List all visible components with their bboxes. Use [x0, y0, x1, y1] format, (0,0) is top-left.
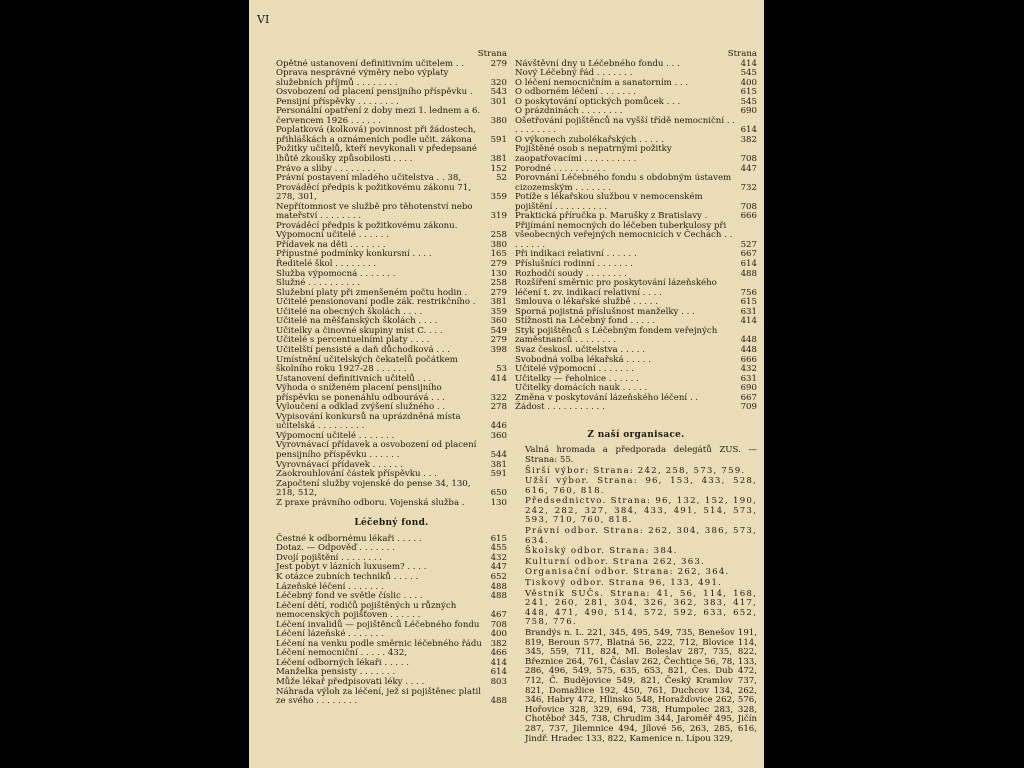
organisation-paragraph: Věstník SUČs. Strana: 41, 56, 114, 168, 241, 260, 281, 304, 326, 362, 383, 417, 448, 471, 490, 514, 572, 592, 633, 652, 758, 776.	[525, 588, 757, 628]
index-entry	[515, 222, 757, 251]
index-entry-page: 279	[490, 58, 507, 69]
index-entry-page: 432	[490, 552, 507, 563]
index-entry-text: Léčení lázeňské . . . . . . .	[276, 629, 384, 640]
index-entry-text: Nepřítomnost ve službě pro těhotenství nebo mateřství . . . . . . . .	[276, 201, 473, 222]
index-entry-text: O odborném léčení . . . . . . .	[515, 87, 636, 98]
index-entry-page: 278	[490, 402, 507, 413]
index-entry-text: Dotaz. — Odpověď . . . . . . .	[276, 543, 395, 554]
index-entry-page: 360	[490, 316, 507, 327]
index-entry-text: Zaokrouhlování částek příspěvku . . .	[276, 469, 437, 480]
index-entry	[276, 184, 507, 203]
index-entry-text: Učitelé pensionovaní podle zák. restrikčního .	[276, 297, 476, 308]
index-entry-text: Příslušníci rodinní . . . . . . .	[515, 259, 633, 270]
index-entry-page: 708	[490, 619, 507, 630]
organisation-paragraph: Organisační odbor. Strana: 262, 364.	[525, 567, 730, 578]
index-entry-page: 614	[740, 259, 757, 270]
index-entry-text: Vyrovnávací přídavek a osvobození od placení pensijního příspěvku . . . . . .	[276, 440, 477, 460]
index-entry-page: 322	[490, 392, 507, 403]
index-entry-text: Výhoda o sníženém placení pensijního příspěvku se ponenáhlu odbourává . . .	[276, 383, 445, 403]
index-entry-text: Může lékař předpisovati léky . . . .	[276, 677, 425, 687]
index-entry-page: 279	[490, 259, 507, 270]
index-entry-text: Potíže s lékařskou službou v nemocenském pojištění . . . . . . . . . .	[515, 192, 703, 212]
index-entry-text: Praktická příručka p. Marušky z Bratislavy .	[515, 211, 708, 222]
index-entry-page: 400	[740, 77, 757, 88]
index-entry-page: 448	[740, 344, 757, 355]
index-entry-page: 258	[490, 278, 507, 289]
index-entry-page: 380	[490, 239, 507, 250]
index-entry-page: 690	[740, 106, 757, 117]
index-entry-page: 414	[740, 58, 757, 69]
index-entry-text: Přídavek na děti . . . . . . .	[276, 239, 386, 250]
organisation-paragraph: Užší výbor. Strana: 96, 153, 433, 528, 616, 760, 818.	[525, 476, 757, 496]
index-entry-text: Učitelé na obecných školách . . . .	[276, 306, 423, 317]
index-entry-page: 488	[490, 591, 507, 602]
index-entry	[515, 327, 757, 346]
organisation-paragraph: Předsednictvo. Strana: 96, 132, 152, 190, 242, 282, 327, 384, 433, 491, 514, 573, 593, 710, 760, 818.	[525, 496, 757, 526]
index-entry-text: Učitelští pensisté a daň důchodková . . .	[276, 344, 450, 355]
right-entries	[515, 60, 757, 413]
index-entry-text: Služné . . . . . . . . . .	[276, 278, 360, 289]
index-entry	[276, 688, 507, 707]
index-entry-text: K otázce zubních techniků . . . . .	[276, 571, 419, 582]
index-entry-text: Dvojí pojištění . . . . . . . .	[276, 552, 383, 563]
index-entry-text: Léčení odborných lékaři . . . . .	[276, 657, 409, 668]
index-entry-page: 631	[740, 373, 757, 384]
index-entry-text: Přijímání nemocných do léčeben tuberkulosy při všeobecných veřejných nemocnicích v Čechách . . . . . . . .	[515, 220, 733, 250]
index-entry-text: Poplatková (kolková) povinnost při žádostech, přihláškách a oznámeních podle učit. zákona	[276, 125, 477, 145]
left-strana-header: Strana	[477, 49, 507, 59]
index-entry-page: 414	[490, 657, 507, 668]
index-entry-page: 432	[740, 364, 757, 375]
index-entry-page: 52	[496, 173, 507, 184]
index-entry-page: 152	[490, 163, 507, 174]
index-entry-text: Prováděcí předpis k požitkovému zákonu 71, 278, 301,	[276, 182, 472, 203]
index-entry-text: Stížnosti na Léčebný fond . . . . .	[515, 316, 656, 327]
index-entry-page: 446	[490, 421, 507, 432]
index-entry-page: 359	[490, 192, 507, 203]
index-entry-page: 615	[490, 533, 507, 544]
right-column	[515, 50, 757, 745]
index-entry-text: Rozšíření směrnic pro poskytování lázeňského léčení t. zv. indikací relativní . . . .	[515, 278, 717, 298]
index-entry-text: Služební platy při zmenšeném počtu hodin .	[276, 287, 468, 298]
index-entry-text: Změna v poskytování lázeňského léčení . .	[515, 392, 699, 403]
index-entry-page: 319	[490, 211, 507, 222]
index-entry-text: Svobodná volba lékařská . . . . .	[515, 354, 651, 365]
index-entry	[515, 117, 757, 136]
index-entry-page: 414	[740, 316, 757, 327]
index-entry-page: 359	[490, 306, 507, 317]
index-entry-page: 527	[740, 239, 757, 250]
index-entry-page: 381	[490, 154, 507, 165]
organisation-paragraph: Valná hromada a předporada delegátů ZUS. — Strana: 55.	[525, 445, 757, 465]
index-entry-text: Učitelky domácích nauk . . . . .	[515, 383, 648, 394]
index-entry-page: 447	[490, 562, 507, 573]
index-entry-page: 708	[740, 154, 757, 165]
document-page	[249, 0, 764, 768]
index-entry-text: Započtení služby vojenské do pense 34, 130, 218, 512,	[276, 478, 471, 499]
index-entry-text: Ředitelé škol . . . . . . . .	[276, 259, 377, 270]
index-entry-text: O výkonech zubolékařských . . . . .	[515, 134, 664, 145]
index-entry-text: Umístnění učitelských čekatelů počátkem školního roku 1927-28 . . . . . .	[276, 354, 458, 375]
index-entry-page: 631	[740, 306, 757, 317]
index-entry-page: 615	[740, 297, 757, 308]
index-entry-text: O poskytování optických pomůcek . . .	[515, 96, 681, 107]
index-entry-text: Učitelky — řeholnice . . . . . .	[515, 373, 639, 384]
left-entries	[276, 60, 507, 509]
index-entry-text: Právo a sliby . . . . . . . .	[276, 163, 376, 174]
index-entry	[276, 145, 507, 164]
index-entry	[276, 69, 507, 88]
section-title-lecebny-fond: Léčebný fond.	[354, 518, 429, 529]
index-entry-page: 360	[490, 430, 507, 441]
index-entry	[515, 174, 757, 193]
index-entry-page: 803	[490, 677, 507, 687]
index-entry-text: Výpomocní učitelé . . . . . . .	[276, 430, 395, 441]
left-column	[276, 50, 507, 707]
index-entry-page: 666	[740, 354, 757, 365]
index-entry-text: Náhrada výloh za léčení, jež si pojištěnec platil ze svého . . . . . . . .	[276, 686, 481, 707]
index-entry-text: O léčení nemocničním a sanatorním . . .	[515, 77, 689, 88]
index-entry-text: Porodné . . . . . . . . . .	[515, 163, 606, 174]
organisation-paragraph: Právní odbor. Strana: 262, 304, 386, 573, 634.	[525, 526, 757, 546]
index-entry-text: Učitelé výpomocní . . . . . . .	[515, 364, 634, 375]
index-entry-text: Personální opatření z doby mezi 1. lednem a 6. červencem 1926 . . . . . .	[276, 106, 481, 126]
index-entry-page: 667	[740, 392, 757, 403]
index-entry	[276, 602, 507, 621]
index-entry-text: Sporná pojistná příslušnost manželky . . .	[515, 306, 695, 317]
index-entry-text: Služba výpomocná . . . . . . .	[276, 268, 396, 279]
index-entry-page: 301	[490, 96, 507, 107]
left-entries-lecebny-fond	[276, 535, 507, 707]
index-entry-page: 130	[490, 268, 507, 279]
index-entry-page: 614	[740, 125, 757, 136]
index-entry-page: 549	[490, 325, 507, 336]
index-entry-page: 381	[490, 459, 507, 470]
index-entry-page: 545	[740, 68, 757, 79]
index-entry-page: 591	[490, 134, 507, 145]
index-entry-text: Učitelé s percentuelními platy . . . .	[276, 335, 430, 346]
index-entry	[276, 413, 507, 432]
index-entry-text: Lázeňské léčení . . . . . . .	[276, 581, 384, 592]
index-entry-text: Při indikaci relativní . . . . . .	[515, 249, 637, 260]
index-entry-page: 488	[490, 696, 507, 707]
index-entry-text: Vypisování konkursů na uprázdněná místa učitelská . . . . . . . . .	[276, 411, 461, 432]
index-entry	[276, 499, 507, 509]
index-entry-page: 544	[490, 449, 507, 460]
index-entry-text: Porovnání Léčebného fondu s obdobným ústavem cizozemským . . . . . . .	[515, 173, 732, 193]
index-entry	[276, 126, 507, 145]
page-number: VI	[257, 13, 270, 26]
index-entry-page: 690	[740, 383, 757, 394]
index-entry-page: 709	[740, 402, 757, 413]
index-entry-text: Manželka pensisty . . . . . . .	[276, 667, 396, 678]
index-entry-page: 130	[490, 497, 507, 508]
index-entry-page: 382	[490, 638, 507, 649]
index-entry-page: 545	[740, 96, 757, 107]
index-entry-page: 448	[740, 335, 757, 346]
index-entry-text: Svaz českosl. učitelstva . . . . .	[515, 344, 645, 355]
index-entry	[276, 384, 507, 403]
index-entry-page: 543	[490, 87, 507, 98]
index-entry-text: Vyloučení a odklad zvýšení služného . .	[276, 402, 446, 413]
index-entry	[276, 480, 507, 499]
index-entry	[515, 193, 757, 212]
index-entry-page: 667	[740, 249, 757, 260]
index-entry-text: Přípustné podmínky konkursní . . . .	[276, 249, 432, 260]
index-entry-page: 279	[490, 335, 507, 346]
index-entry-page: 455	[490, 543, 507, 554]
organisation-paragraph: Kulturní odbor. Strana 262, 363.	[525, 556, 705, 567]
index-entry	[515, 279, 757, 298]
index-entry	[276, 441, 507, 460]
index-entry	[276, 222, 507, 241]
index-entry-text: Pensijní příspěvky . . . . . . . .	[276, 96, 399, 107]
index-entry-text: Ošetřování pojištěnců na vyšší třídě nemocniční . . . . . . . . . .	[515, 115, 736, 136]
index-entry-text: Prováděcí předpis k požitkovému zákonu. Výpomocní učitelé . . . . . .	[276, 220, 458, 241]
index-entry-text: Jest pobyt v lázních luxusem? . . . .	[276, 562, 427, 573]
index-entry	[276, 356, 507, 375]
index-entry-page: 380	[490, 115, 507, 126]
index-entry-page: 398	[490, 344, 507, 355]
index-entry-page: 488	[740, 268, 757, 279]
index-entry-page: 447	[740, 163, 757, 174]
section-title-z-nasi-organisace: Z naší organisace.	[587, 429, 685, 440]
index-entry-text: Vyrovnávací přídavek . . . . . .	[276, 459, 403, 470]
index-entry-page: 414	[490, 373, 507, 384]
index-entry-text: Smlouva o lékařské službě . . . . .	[515, 297, 658, 308]
index-entry-text: Opětné ustanovení definitivním učitelem . .	[276, 58, 464, 69]
index-entry-text: Rozhodčí soudy . . . . . . . .	[515, 268, 627, 279]
index-entry-page: 400	[490, 629, 507, 640]
index-entry-text: Léčení dětí, rodičů pojištěných u různých nemocenských pojišťoven . . . . . .	[276, 600, 457, 621]
index-entry-page: 650	[490, 488, 507, 499]
index-entry-page: 382	[740, 134, 757, 145]
index-entry-page: 279	[490, 287, 507, 298]
index-entry-page: 708	[740, 201, 757, 212]
index-entry	[276, 203, 507, 222]
index-entry	[515, 403, 757, 413]
index-entry-text: Učitelky a činovné skupiny míst C. . . .	[276, 325, 443, 336]
index-entry-page: 591	[490, 469, 507, 480]
index-entry-page: 614	[490, 667, 507, 678]
index-entry-page: 652	[490, 571, 507, 582]
index-entry-text: Oprava nesprávné výměry nebo výplaty služebních příjmů . . . . . . . .	[276, 68, 449, 88]
index-entry-text: Léčení invalidů — pojištěnců Léčebného fondu	[276, 619, 480, 630]
organisation-paragraph: Tiskový odbor. Strana 96, 133, 491.	[525, 578, 723, 589]
organisation-paragraph: Širší výbor: Strana: 242, 258, 573, 759.	[525, 465, 746, 476]
index-entry-text: Léčení na venku podle směrnic léčebného řádu	[276, 638, 482, 649]
index-entry	[515, 145, 757, 164]
index-entry-text: Léčebný fond ve světle číslic . . . .	[276, 591, 423, 602]
index-entry-text: O prázdninách . . . . . . . .	[515, 106, 623, 117]
index-entry-text: Návštěvní dny u Léčebného fondu . . .	[515, 58, 680, 69]
index-entry-page: 258	[490, 230, 507, 241]
right-strana-header: Strana	[727, 49, 757, 59]
index-entry-page: 320	[490, 77, 507, 88]
index-entry-text: Léčení nemocniční . . . . . 432,	[276, 648, 408, 659]
index-entry-text: Pojištěné osob s nepatrnými požitky zaopatřovacími . . . . . . . . . .	[515, 144, 672, 165]
index-entry-page: 615	[740, 87, 757, 98]
index-entry-text: Žádost . . . . . . . . . . .	[515, 402, 605, 413]
index-entry-page: 165	[490, 249, 507, 260]
index-entry-page: 466	[490, 648, 507, 659]
organisation-index	[515, 446, 757, 744]
organisation-paragraph: Školský odbor. Strana: 384.	[525, 546, 678, 557]
index-entry-text: Ustanovení definitivních učitelů . . .	[276, 373, 432, 384]
index-entry-text: Styk pojištěnců s Léčebným fondem veřejných zaměstnanců . . . . . . . .	[515, 325, 718, 346]
index-entry-text: Osvobození od placení pensijního příspěvku .	[276, 87, 473, 98]
index-entry-text: Požitky učitelů, kteří nevykonali v předepsané lhůtě zkoušky způsobilosti . . . .	[276, 144, 477, 165]
index-entry-page: 488	[490, 581, 507, 592]
index-entry-text: Nový Léčebný řád . . . . . . .	[515, 68, 633, 79]
index-entry-page: 381	[490, 297, 507, 308]
index-entry-text: Učitelé na měšťanských školách . . . .	[276, 316, 438, 327]
index-entry-page: 53	[496, 364, 507, 375]
index-entry-page: 467	[490, 610, 507, 621]
organisation-paragraph: Brandýs n. L. 221, 345, 495, 549, 735, Benešov 191, 819, Beroun 577, Blatná 56, 222, 712, Blovice 114, 345, 559, 711, 824, Ml. Boleslav 287, 735, 822, Březnice 264, 761, Čáslav 262, Čechtice 56, 78, 133, 286, 496, 549, 575, 635, 653, 821, Čes. Dub 472, 712, Č. Budějovice 549, 821, Český Kramlov 737, 821, Domažlice 192, 450, 761, Duchcov 134, 262, 346, Habry 472, Hlinsko 548, Horažďovice 262, 576, Hořovice 328, 329, 694, 738, Humpolec 283, 328, Chotěboř 345, 738, Chrudim 344, Jaroměř 495, Jičín 287, 737, Jilemnice 494, Jílové 56, 263, 285, 616, Jindř. Hradec 133, 822, Kamenice n. Lípou 329,	[525, 628, 757, 744]
index-entry-page: 666	[740, 211, 757, 222]
index-entry-text: Čestné k odbornému lékaři . . . . .	[276, 533, 422, 544]
index-entry	[276, 107, 507, 126]
index-entry-page: 732	[740, 182, 757, 193]
index-entry-page: 756	[740, 287, 757, 298]
index-entry-text: Z praxe právního odboru. Vojenská služba .	[276, 497, 465, 508]
index-entry-text: Právní postavení mladého učitelstva . . 38,	[276, 173, 462, 184]
